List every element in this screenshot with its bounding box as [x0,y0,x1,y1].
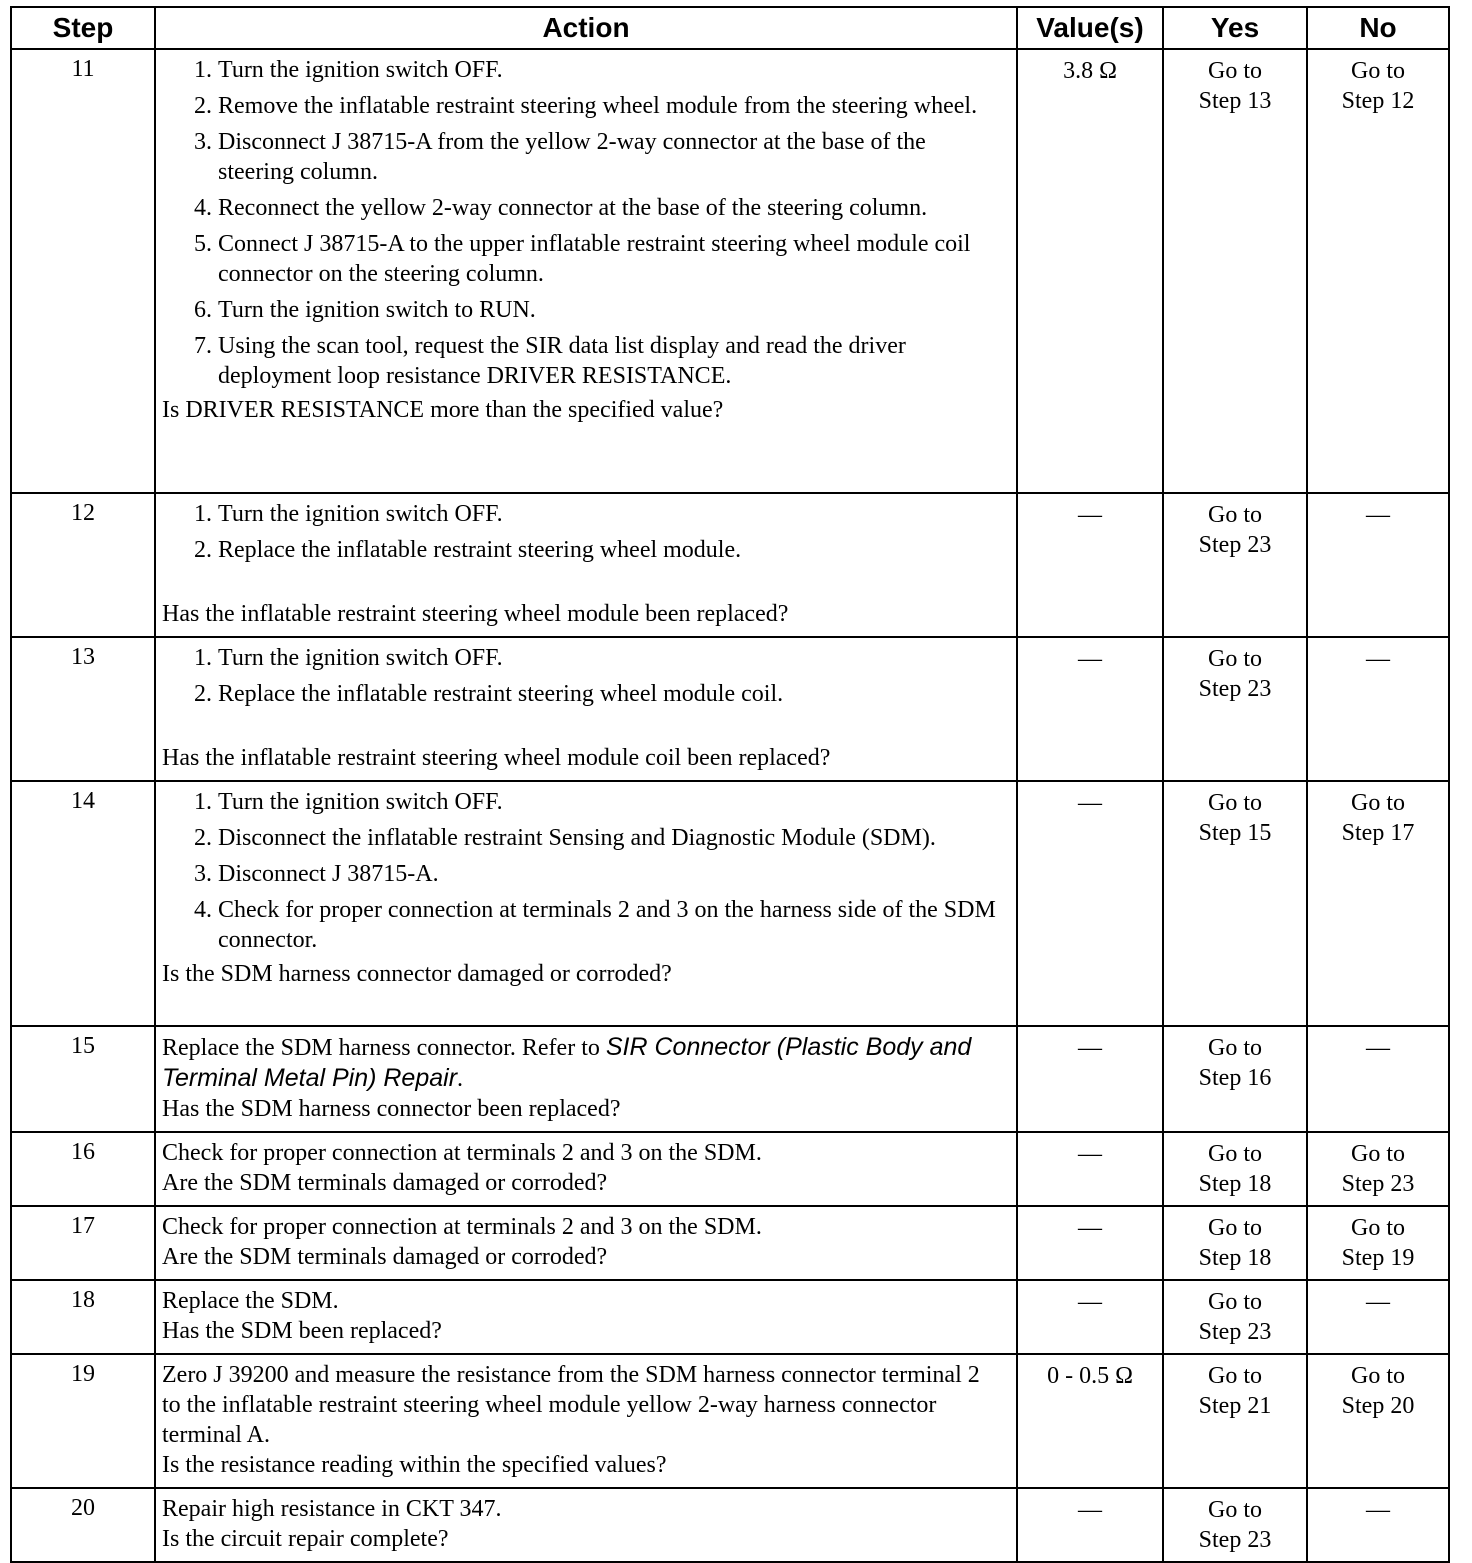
instruction-list [162,643,1000,709]
go-to-label: Go to [1208,502,1262,528]
no-cell: — [1307,1488,1449,1562]
step-number: 18 [11,1280,155,1354]
value-cell: — [1017,1026,1163,1132]
action-cell [155,1354,1017,1488]
step-reference: Step 23 [1341,1171,1415,1197]
header-no: No [1307,7,1449,49]
table-row [11,1206,1449,1280]
spacer [162,569,1000,599]
question-text: Is DRIVER RESISTANCE more than the specified value? [162,397,724,423]
header-action: Action [155,7,1017,49]
step-number: 17 [11,1206,155,1280]
step-reference: Step 23 [1198,532,1272,558]
no-cell [1307,49,1449,493]
table-row [11,1132,1449,1206]
instruction-item: 5. Connect J 38715-A to the upper inflatable restraint steering wheel module coil connector on the steering column. [218,229,1000,289]
value-cell: — [1017,1488,1163,1562]
go-to-label: Go to [1208,1215,1262,1241]
step-reference: Step 13 [1198,88,1272,114]
table-row [11,781,1449,1026]
no-cell: — [1307,1026,1449,1132]
value-cell: — [1017,637,1163,781]
step-reference: Step 23 [1198,1319,1272,1345]
action-text: Replace the SDM. [162,1288,339,1314]
go-to-label: Go to [1208,1363,1262,1389]
question-text: Has the SDM been replaced? [162,1318,442,1344]
instruction-item: 1. Turn the ignition switch OFF. [218,787,1000,817]
question-text: Is the circuit repair complete? [162,1526,449,1552]
table-row [11,1026,1449,1132]
yes-cell [1163,49,1307,493]
go-to-label: Go to [1351,790,1405,816]
action-cell [155,493,1017,637]
no-cell [1307,1354,1449,1488]
yes-cell [1163,1206,1307,1280]
step-reference: Step 23 [1198,1527,1272,1553]
step-reference: Step 15 [1198,820,1272,846]
go-to-label: Go to [1208,790,1262,816]
table-row [11,1280,1449,1354]
header-row [11,7,1449,49]
step-number: 16 [11,1132,155,1206]
step-number: 19 [11,1354,155,1488]
value-cell: — [1017,1206,1163,1280]
step-number: 12 [11,493,155,637]
go-to-label: Go to [1351,58,1405,84]
instruction-item: 2. Replace the inflatable restraint steering wheel module coil. [218,679,1000,709]
yes-cell [1163,1354,1307,1488]
question-text: Has the SDM harness connector been replaced? [162,1096,621,1122]
action-cell [155,781,1017,1026]
table-row [11,1488,1449,1562]
yes-cell [1163,781,1307,1026]
no-cell [1307,1132,1449,1206]
step-reference: Step 23 [1198,676,1272,702]
value-cell: — [1017,781,1163,1026]
action-text: Check for proper connection at terminals 2 and 3 on the SDM. [162,1140,762,1166]
reference-period: . [457,1066,464,1092]
instruction-item: 1. Turn the ignition switch OFF. [218,499,1000,529]
header-step: Step [11,7,155,49]
question-text: Are the SDM terminals damaged or corroded? [162,1244,608,1270]
instruction-item: 2. Disconnect the inflatable restraint Sensing and Diagnostic Module (SDM). [218,823,1000,853]
action-cell [155,637,1017,781]
action-cell [155,1132,1017,1206]
go-to-label: Go to [1208,1289,1262,1315]
table-row [11,637,1449,781]
table-row [11,49,1449,493]
question-text: Has the inflatable restraint steering wheel module been replaced? [162,601,789,627]
table-row [11,1354,1449,1488]
action-text: Zero J 39200 and measure the resistance from the SDM harness connector terminal 2 to the inflatable restraint steering wheel module yellow 2-way harness connector terminal A. [162,1362,980,1448]
step-number: 14 [11,781,155,1026]
action-cell [155,1280,1017,1354]
go-to-label: Go to [1351,1363,1405,1389]
question-text: Is the SDM harness connector damaged or corroded? [162,961,672,987]
value-cell: — [1017,493,1163,637]
yes-cell [1163,1488,1307,1562]
instruction-item: 3. Disconnect J 38715-A. [218,859,1000,889]
question-text: Is the resistance reading within the specified values? [162,1452,667,1478]
action-cell [155,49,1017,493]
no-cell [1307,1206,1449,1280]
repair-reference: SIR Connector (Plastic Body and Terminal Metal Pin) Repair [162,1033,972,1092]
step-reference: Step 16 [1198,1065,1272,1091]
instruction-item: 7. Using the scan tool, request the SIR data list display and read the driver deployment loop resistance DRIVER RESISTANCE. [218,331,1000,391]
no-cell: — [1307,1280,1449,1354]
action-cell [155,1026,1017,1132]
go-to-label: Go to [1351,1141,1405,1167]
step-number: 11 [11,49,155,493]
question-text: Are the SDM terminals damaged or corroded? [162,1170,608,1196]
go-to-label: Go to [1208,58,1262,84]
step-reference: Step 17 [1341,820,1415,846]
header-values: Value(s) [1017,7,1163,49]
instruction-item: 4. Check for proper connection at terminals 2 and 3 on the harness side of the SDM connector. [218,895,1000,955]
value-cell: — [1017,1132,1163,1206]
action-cell [155,1206,1017,1280]
step-reference: Step 12 [1341,88,1415,114]
step-reference: Step 18 [1198,1245,1272,1271]
yes-cell [1163,1280,1307,1354]
value-cell: 3.8 Ω [1017,49,1163,493]
no-cell: — [1307,637,1449,781]
value-cell: — [1017,1280,1163,1354]
go-to-label: Go to [1208,1141,1262,1167]
yes-cell [1163,1132,1307,1206]
question-text: Has the inflatable restraint steering wheel module coil been replaced? [162,745,831,771]
step-number: 13 [11,637,155,781]
no-cell [1307,781,1449,1026]
instruction-item: 1. Turn the ignition switch OFF. [218,55,1000,85]
step-number: 20 [11,1488,155,1562]
instruction-list [162,499,1000,565]
spacer [162,713,1000,743]
step-reference: Step 21 [1198,1393,1272,1419]
no-cell: — [1307,493,1449,637]
step-reference: Step 18 [1198,1171,1272,1197]
go-to-label: Go to [1208,1035,1262,1061]
instruction-item: 3. Disconnect J 38715-A from the yellow 2-way connector at the base of the steering column. [218,127,1000,187]
instruction-item: 1. Turn the ignition switch OFF. [218,643,1000,673]
step-reference: Step 19 [1341,1245,1415,1271]
step-reference: Step 20 [1341,1393,1415,1419]
step-number: 15 [11,1026,155,1132]
instruction-list [162,787,1000,955]
go-to-label: Go to [1351,1215,1405,1241]
yes-cell [1163,1026,1307,1132]
action-text: Check for proper connection at terminals 2 and 3 on the SDM. [162,1214,762,1240]
header-yes: Yes [1163,7,1307,49]
action-text: Repair high resistance in CKT 347. [162,1496,502,1522]
go-to-label: Go to [1208,646,1262,672]
instruction-item: 4. Reconnect the yellow 2-way connector at the base of the steering column. [218,193,1000,223]
yes-cell [1163,637,1307,781]
instruction-item: 6. Turn the ignition switch to RUN. [218,295,1000,325]
yes-cell [1163,493,1307,637]
table-row [11,493,1449,637]
go-to-label: Go to [1208,1497,1262,1523]
instruction-list [162,55,1000,391]
action-text: Replace the SDM harness connector. Refer to [162,1035,600,1061]
action-cell [155,1488,1017,1562]
diagnostic-table [10,6,1450,1563]
value-cell: 0 - 0.5 Ω [1017,1354,1163,1488]
instruction-item: 2. Remove the inflatable restraint steering wheel module from the steering wheel. [218,91,1000,121]
instruction-item: 2. Replace the inflatable restraint steering wheel module. [218,535,1000,565]
